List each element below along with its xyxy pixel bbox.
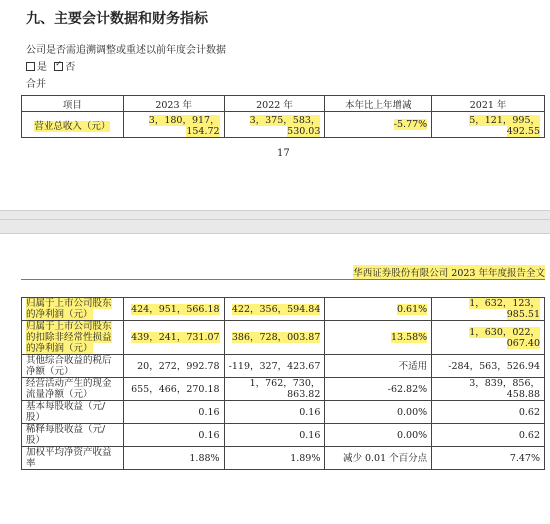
cell-2022: 386，728，003.87 (231, 332, 321, 343)
retro-question: 公司是否需追溯调整或重述以前年度会计数据 (26, 45, 226, 56)
cell-2023: 0.16 (198, 429, 220, 441)
cell-2022: 422，356，594.84 (231, 303, 321, 315)
table-row (22, 321, 545, 355)
row-label: 其他综合收益的税后净额（元） (26, 355, 112, 377)
table-row (22, 112, 545, 138)
cell-2023: 439，241，731.07 (131, 332, 220, 343)
row-label: 归属于上市公司股东的扣除非经常性损益的净利润（元） (26, 321, 112, 354)
row-label: 基本每股收益（元/股） (26, 401, 106, 423)
cell-change: 0.00% (396, 406, 428, 418)
cell-2021: 1，632，123，985.51 (469, 298, 540, 320)
row-label: 营业总收入（元） (34, 120, 111, 132)
checkbox-yes (26, 62, 35, 71)
checkbox-no-checked (54, 62, 63, 71)
financial-indicators-table (21, 297, 545, 470)
row-label: 稀释每股收益（元/股） (26, 424, 106, 446)
section-title: 九、主要会计数据和财务指标 (26, 11, 208, 27)
scope-label: 合并 (26, 79, 46, 90)
cell-2021: 1，630，022，067.40 (469, 326, 540, 349)
option-no-label: 否 (65, 62, 76, 73)
cell-2022: 0.16 (299, 429, 321, 441)
cell-change: -62.82% (387, 383, 428, 395)
revenue-table (21, 95, 545, 138)
cell-change: 不适用 (398, 360, 428, 372)
cell-2023: 20，272，992.78 (137, 360, 220, 372)
row-label: 归属于上市公司股东的净利润（元） (26, 298, 112, 320)
option-yes-label: 是 (37, 62, 47, 73)
cell-2021: 0.62 (518, 429, 540, 441)
row-label: 经营活动产生的现金流量净额（元） (26, 378, 112, 400)
cell-2023: 1.88% (189, 452, 220, 464)
header-change: 本年比上年增减 (325, 96, 432, 112)
table-row (22, 298, 545, 321)
table-row (22, 355, 545, 378)
cell-2021: 7.47% (509, 452, 540, 464)
cell-2022: 1.89% (290, 452, 321, 464)
table-row (22, 447, 545, 470)
table-row (22, 424, 545, 447)
page-gap (0, 210, 550, 234)
cell-change: 0.61% (396, 303, 428, 315)
cell-2023: 655，466，270.18 (131, 383, 220, 395)
cell-2023: 424，951，566.18 (131, 303, 220, 315)
cell-2022: 0.16 (299, 406, 321, 418)
cell-2021: 0.62 (518, 406, 540, 418)
cell-2021: 3，839，856，458.88 (469, 378, 540, 400)
report-header-band (21, 264, 545, 280)
header-2021: 2021 年 (432, 96, 545, 112)
cell-2022: 1，762，730，863.82 (249, 378, 321, 400)
retro-options (26, 58, 75, 73)
header-2023: 2023 年 (123, 96, 224, 112)
table-row (22, 378, 545, 401)
cell-2022: 3，375，583，530.03 (249, 115, 321, 137)
cell-2023: 0.16 (198, 406, 220, 418)
header-2022: 2022 年 (224, 96, 325, 112)
cell-2023: 3，180，917，154.72 (148, 115, 220, 137)
page-number: 17 (277, 148, 290, 159)
report-header: 华西证券股份有限公司 2023 年年度报告全文 (353, 265, 545, 279)
cell-2022: -119，327，423.67 (228, 360, 321, 372)
cell-change: 减少 0.01 个百分点 (342, 452, 428, 464)
cell-change: -5.77% (393, 119, 428, 130)
row-label: 加权平均净资产收益率 (26, 447, 112, 469)
table-header-row (22, 96, 545, 112)
cell-change: 0.00% (396, 429, 428, 441)
cell-2021: -284，563，526.94 (448, 360, 540, 372)
cell-change: 13.58% (390, 332, 428, 343)
header-item: 项目 (22, 96, 124, 112)
cell-2021: 5，121，995，492.55 (469, 115, 540, 137)
table-row (22, 401, 545, 424)
